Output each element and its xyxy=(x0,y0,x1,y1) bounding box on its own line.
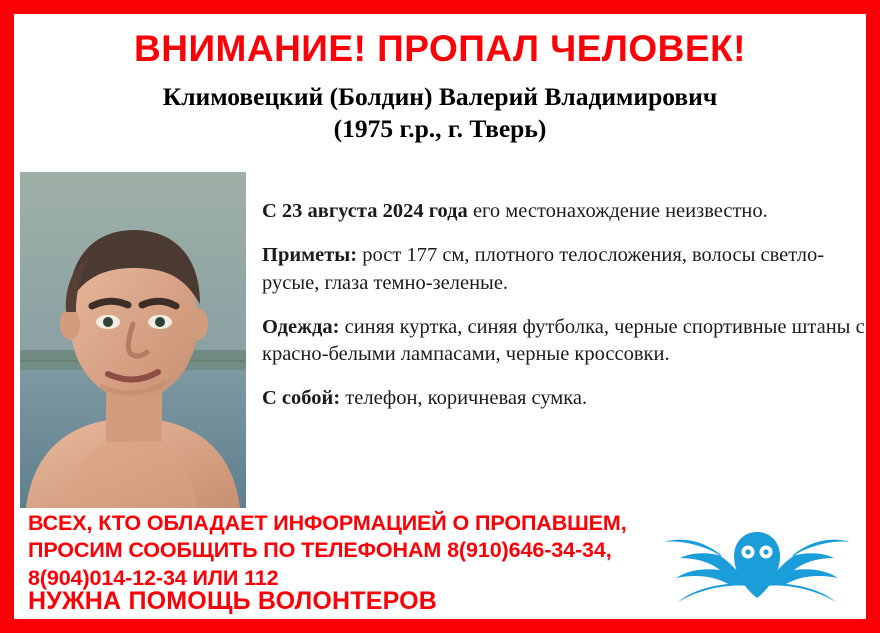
organization-name: ВПСО “Сова”, Тверь и Тверская обл. xyxy=(581,620,852,633)
description-text-1: рост 177 см, плотного телосложения, волосы светло-русые, глаза темно-зеленые. xyxy=(262,244,825,294)
description-paragraph-3 xyxy=(262,385,874,412)
appeal-line-2: ПРОСИМ СООБЩИТЬ ПО ТЕЛЕФОНАМ 8(910)646-34-34, xyxy=(28,538,612,563)
volunteers-needed-text: НУЖНА ПОМОЩЬ ВОЛОНТЕРОВ xyxy=(28,587,438,615)
description-label-1: Приметы: xyxy=(262,244,358,267)
owl-icon xyxy=(662,522,852,604)
person-name-line1: Климовецкий (Болдин) Валерий Владимирович xyxy=(162,81,718,111)
description-label-3: С собой: xyxy=(262,387,341,410)
person-name-line2: (1975 г.р., г. Тверь) xyxy=(333,113,547,143)
poster-inner xyxy=(14,30,866,633)
description-paragraph-2 xyxy=(262,314,874,369)
description-text-0: его местонахождение неизвестно. xyxy=(467,200,768,222)
description-text-3: телефон, коричневая сумка. xyxy=(340,387,588,410)
page-title: ВНИМАНИЕ! ПРОПАЛ ЧЕЛОВЕК! xyxy=(134,28,746,69)
description-paragraph-1 xyxy=(262,242,874,297)
description-label-2: Одежда: xyxy=(262,315,340,338)
appeal-line-3: 8(904)014-12-34 ИЛИ 112 xyxy=(28,565,279,590)
description-paragraph-0 xyxy=(262,198,874,225)
description-block xyxy=(262,198,874,430)
appeal-line-1: ВСЕХ, КТО ОБЛАДАЕТ ИНФОРМАЦИЕЙ О ПРОПАВШЕМ, xyxy=(28,511,627,535)
missing-person-photo xyxy=(20,172,246,508)
person-name xyxy=(14,81,866,145)
description-text-2: синяя куртка, синяя футболка, черные спортивные штаны с красно-белыми лампасами, черные кроссовки. xyxy=(262,315,865,365)
vk-link[interactable]: https://vk.com/poisk_tver xyxy=(36,624,195,633)
contact-appeal xyxy=(28,510,638,592)
description-label-0: С 23 августа 2024 года xyxy=(262,200,468,222)
